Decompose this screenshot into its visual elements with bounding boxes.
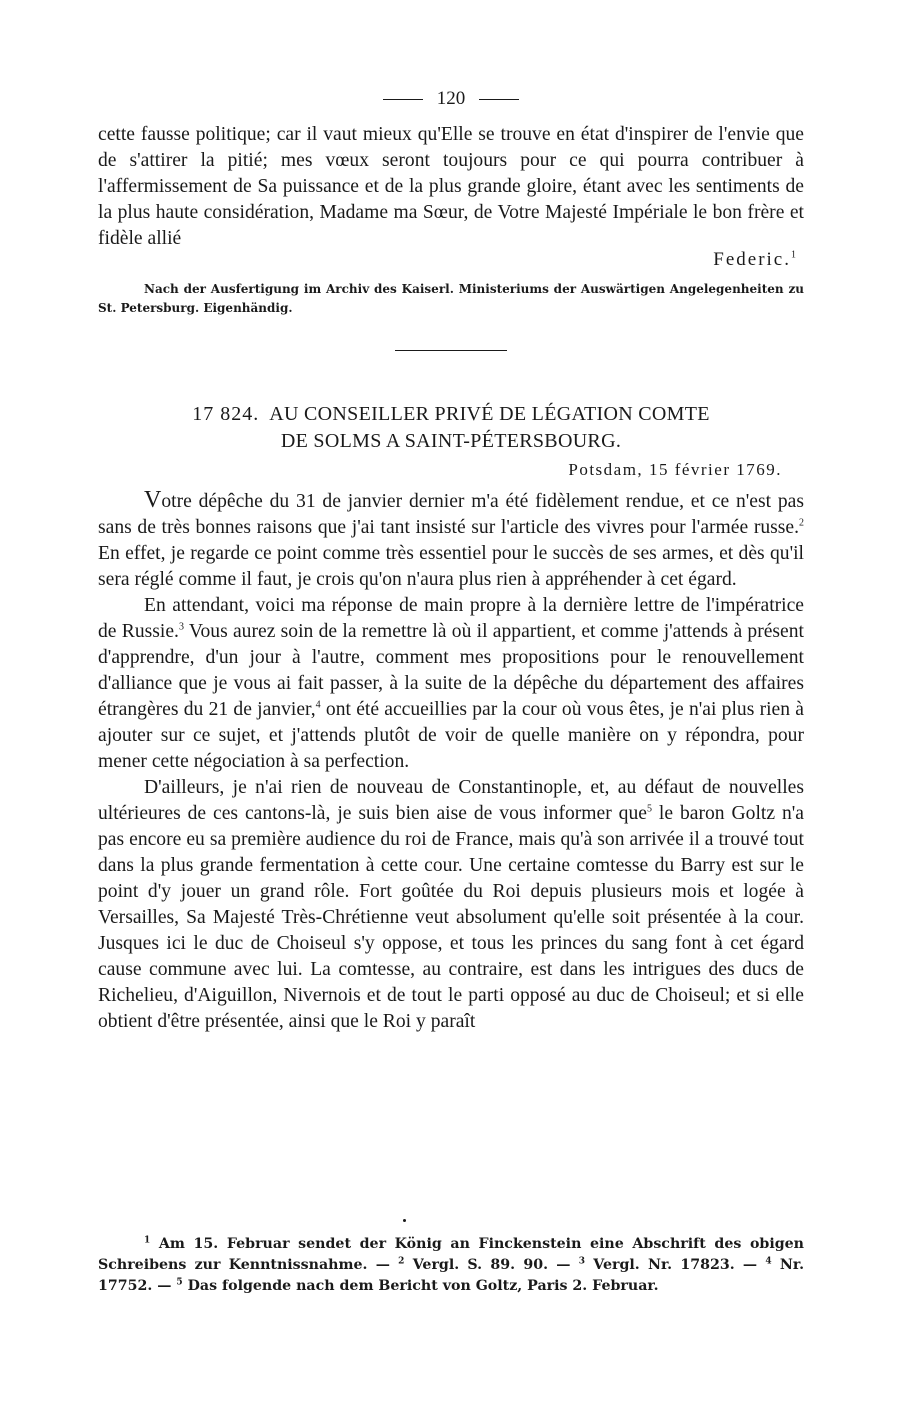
footnote-number: 4 <box>765 1256 772 1267</box>
print-speck <box>403 1219 406 1222</box>
dateline <box>98 457 804 483</box>
footnote-number: 1 <box>144 1235 151 1246</box>
footnote-marker: 4 <box>315 699 321 711</box>
footnote-marker: 2 <box>799 517 804 529</box>
page <box>98 84 804 1035</box>
signature-name: Federic. <box>713 249 791 270</box>
paragraph-3 <box>98 775 804 1035</box>
place: Potsdam, <box>568 460 644 479</box>
paragraph-1-text-b: En effet, je regarde ce point comme très essentiel pour le succès de ses armes, et dès qu'il sera réglé comme il faut, je crois qu'on n'aura plus rien à appréhender à cet égard. <box>98 543 804 590</box>
letter-title-line-2: DE SOLMS A SAINT-PÉTERSBOURG. <box>280 430 622 452</box>
paragraph-2-text-b: Vous aurez soin de la remettre là où il appartient, et comme j'attends à présent d'apprendre, d'un jour à l'autre, comment mes propositions pour le renouvellement d'alliance que je vous ai fait passer, à la suite de la dépêche du département des affaires étrangères du 21 de janvier, <box>98 621 804 720</box>
page-number: 120 <box>436 88 466 109</box>
header-rule-right <box>479 99 519 100</box>
source-note: Nach der Ausfertigung im Archiv des Kaiserl. Ministeriums der Auswärtigen Angelegenheiten zu St. Petersburg. Eigenhändig. <box>98 282 804 315</box>
footnote-4-text: Nr. 17752. — <box>98 1257 805 1294</box>
initial-letter: V <box>144 487 162 513</box>
footnote-1-text: Am 15. Februar sendet der König an Finckenstein eine Abschrift des obigen Schreibens zur Kenntnissnahme. — <box>98 1236 804 1273</box>
paragraph-2-text-c: ont été accueillies par la cour où vous êtes, je n'ai plus rien à ajouter sur ce sujet, et j'attends plutôt de voir de quelle manière on y répondra, pour mener cette négociation à sa perfection. <box>98 699 804 772</box>
paragraph-3-text-a: D'ailleurs, je n'ai rien de nouveau de Constantinople, et, au défaut de nouvelles ultérieures de ces cantons-là, je suis bien aise de vous informer que <box>98 777 804 824</box>
header-rule-left <box>383 99 423 100</box>
footnote-block <box>98 1234 804 1297</box>
footnotes <box>98 1234 804 1297</box>
paragraph-1 <box>98 487 804 593</box>
section-separator <box>395 350 507 351</box>
letter-heading <box>98 401 804 455</box>
signature <box>98 248 804 272</box>
date: 15 février 1769. <box>648 460 782 479</box>
letter-body <box>98 487 804 1035</box>
page-header <box>98 84 804 114</box>
footnote-marker: 3 <box>178 621 184 633</box>
footnote-number: 3 <box>578 1256 586 1267</box>
footnote-marker: 5 <box>646 803 652 815</box>
footnote-marker: 1 <box>791 249 796 261</box>
footnote-3-text: Vergl. Nr. 17823. — <box>585 1257 766 1273</box>
footnote-number: 5 <box>176 1277 183 1288</box>
footnote-2-text: Vergl. S. 89. 90. — <box>404 1257 579 1273</box>
letter-title-line-1: AU CONSEILLER PRIVÉ DE LÉGATION COMTE <box>269 403 710 425</box>
letter-number: 17 824. <box>192 403 260 425</box>
paragraph-3-text-b: le baron Goltz n'a pas encore eu sa première audience du roi de France, mais qu'à son arrivée il a trouvé tout dans la plus grande fermentation à cette cour. Une certaine comtesse du Barry est sur le point d'y jouer un grand rôle. Fort goûtée du Roi depuis plusieurs mois et logée à Versailles, Sa Majesté Très-Chrétienne veut absolument qu'elle soit présentée à la cour. Jusques ici le duc de Choiseul s'y oppose, et tous les princes du sang font à cet égard cause commune avec lui. La comtesse, au contraire, est dans les intrigues des ducs de Richelieu, d'Aiguillon, Nivernois et de tout le parti opposé au duc de Choiseul; et si elle obtient d'être présentée, ainsi que le Roi y paraît <box>98 803 804 1032</box>
paragraph-2-text-a: En attendant, voici ma réponse de main propre à la dernière lettre de l'impératrice de Russie. <box>98 595 804 642</box>
paragraph-1-text-a: otre dépêche du 31 de janvier dernier m'a été fidèlement rendue, et ce n'est pas sans de très bonnes raisons que j'ai tant insisté sur l'article des vivres pour l'armée russe. <box>98 491 804 538</box>
letter-heading-line-1 <box>98 401 804 428</box>
footnote-5-text: Das folgende nach dem Bericht von Goltz, Paris 2. Februar. <box>182 1278 659 1294</box>
footnote-number: 2 <box>398 1256 405 1267</box>
previous-letter-closing: cette fausse politique; car il vaut mieux qu'Elle se trouve en état d'inspirer de l'envie que de s'attirer la pitié; mes vœux seront toujours pour ce qui pourra contribuer à l'affermissement de Sa puissance et de la plus grande gloire, étant avec les sentiments de la plus haute considération, Madame ma Sœur, de Votre Majesté Impériale le bon frère et fidèle allié <box>98 124 804 249</box>
paragraph-2 <box>98 593 804 775</box>
